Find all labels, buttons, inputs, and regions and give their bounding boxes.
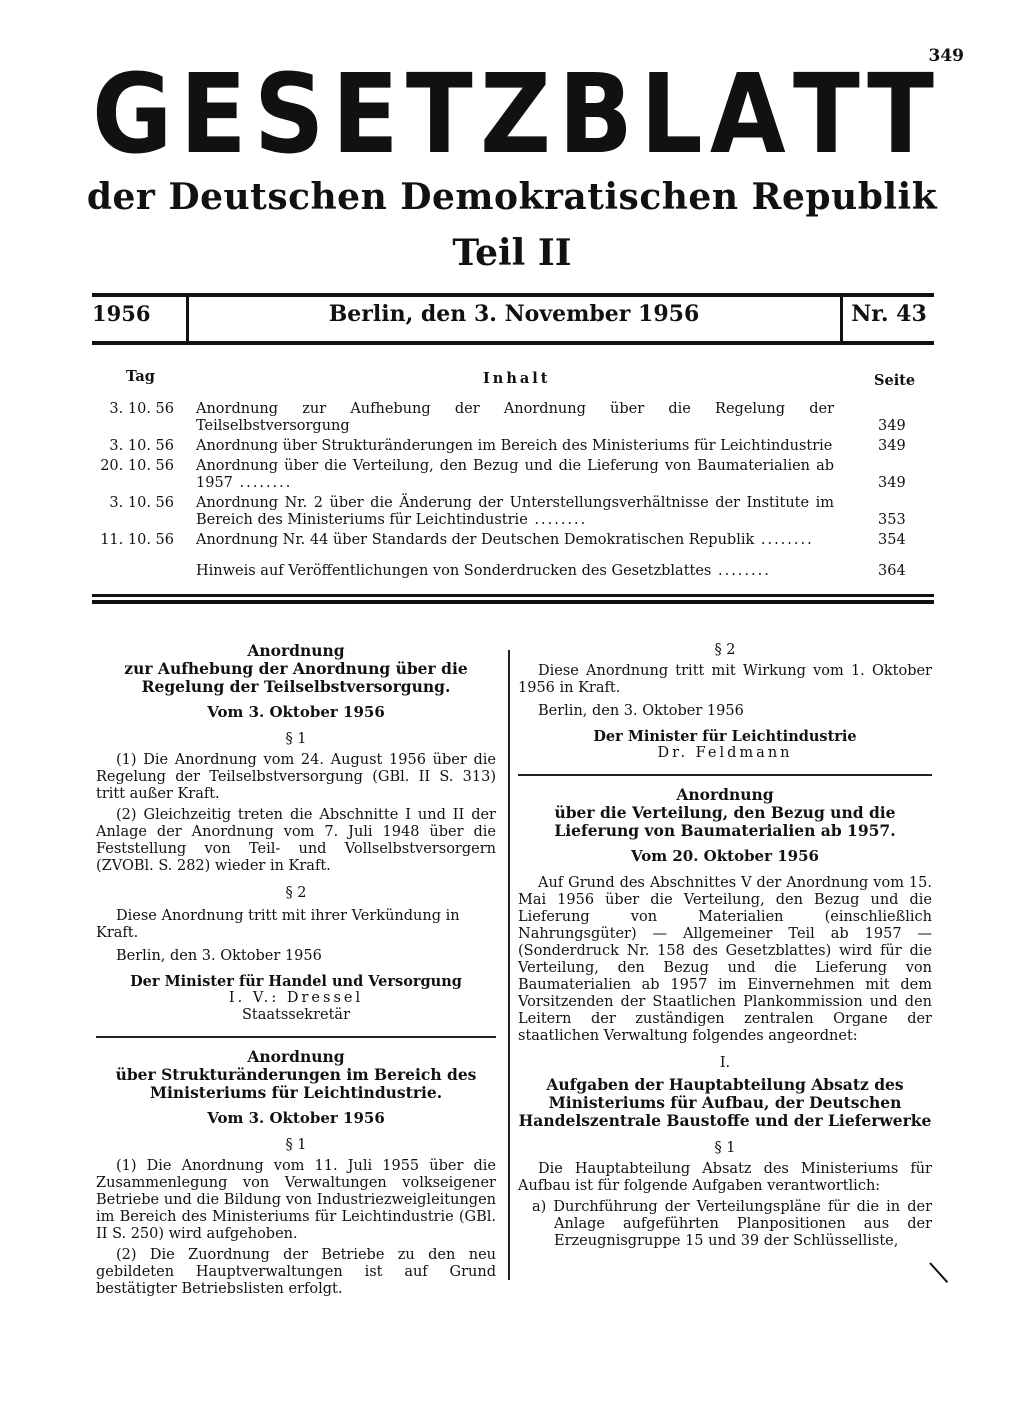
ordinance-2-subtitle: über Strukturänderungen im Bereich des Ministeriums für Leichtindustrie. — [115, 1065, 477, 1102]
scan-mark — [929, 1262, 948, 1283]
ordinance-2-paragraph-2: (2) Die Zuordnung der Betriebe zu den neu gebildeten Hauptverwaltungen ist auf Grund bestätigter Betriebslisten erfolgt. — [96, 1247, 496, 1297]
toc-row-day: 3. 10. 56 — [109, 438, 174, 454]
ordinance-1-section-2: § 2 — [285, 885, 307, 901]
ordinance-1-date: Vom 3. Oktober 1956 — [207, 703, 385, 721]
ordinance-3-date: Vom 20. Oktober 1956 — [631, 847, 819, 865]
toc-row — [96, 532, 926, 549]
issue-number: Nr. 43 — [851, 301, 927, 327]
ordinance-2-place-date: Berlin, den 3. Oktober 1956 — [538, 703, 744, 719]
masthead-letter: L — [640, 51, 703, 179]
toc-row-day: 3. 10. 56 — [109, 495, 174, 511]
masthead-letter: B — [558, 51, 633, 179]
issue-bar — [92, 293, 934, 345]
masthead-letter: A — [709, 51, 786, 179]
ordinance-2-section-2: § 2 — [714, 642, 736, 658]
masthead-subtitle: der Deutschen Demokratischen Republik — [86, 176, 938, 218]
ordinance-2-signatory-name: Dr. Feldmann — [657, 745, 793, 761]
right-column — [518, 642, 932, 1254]
ordinance-2-signatory-title: Der Minister für Leichtindustrie — [593, 728, 857, 745]
ordinance-3-section-1: § 1 — [714, 1140, 736, 1156]
ordinance-1-title: Anordnung — [247, 641, 345, 660]
table-of-contents — [96, 366, 926, 580]
masthead-letter: T — [867, 51, 934, 179]
ordinance-3-subtitle: über die Verteilung, den Bezug und die Lieferung von Baumaterialien ab 1957. — [554, 803, 896, 840]
column-divider — [508, 650, 510, 1280]
toc-row-day: 3. 10. 56 — [109, 401, 174, 417]
toc-note-text: Hinweis auf Veröffentlichungen von Sonderdrucken des Gesetzblattes ........ — [196, 563, 771, 579]
ordinance-2-section-1: § 1 — [285, 1137, 307, 1153]
toc-header-day: Tag — [126, 368, 155, 385]
ordinance-3-chapter-number: I. — [719, 1055, 731, 1071]
toc-dot-leader: ........ — [754, 532, 814, 548]
ordinance-1-paragraph-3: Diese Anordnung tritt mit ihrer Verkündung in Kraft. — [96, 908, 460, 941]
ordinance-2-title: Anordnung — [247, 1047, 345, 1066]
toc-row — [96, 401, 926, 435]
masthead-title — [92, 51, 934, 179]
toc-header-page: Seite — [874, 372, 916, 389]
masthead-letter: G — [92, 51, 173, 179]
ordinance-1-subtitle: zur Aufhebung der Anordnung über die Regelung der Teilselbstversorgung. — [124, 659, 468, 696]
masthead-letter: E — [331, 51, 399, 179]
ordinance-2-paragraph-3: Diese Anordnung tritt mit Wirkung vom 1. Oktober 1956 in Kraft. — [518, 663, 932, 696]
masthead-letter: T — [793, 51, 860, 179]
toc-dot-leader: ........ — [527, 512, 588, 528]
ordinance-2-date: Vom 3. Oktober 1956 — [207, 1109, 385, 1127]
page-number: 349 — [928, 46, 964, 66]
toc-row-title: Anordnung Nr. 44 über Standards der Deutschen Demokratischen Republik ........ — [196, 532, 814, 548]
ordinance-1-signatory-name: I. V.: Dressel — [228, 990, 364, 1006]
toc-row-day: 20. 10. 56 — [100, 458, 174, 474]
ordinance-1-section-1: § 1 — [285, 731, 307, 747]
masthead-letter: E — [179, 51, 247, 179]
masthead-letter: Z — [479, 51, 552, 179]
toc-note — [96, 563, 926, 580]
section-rule — [92, 594, 934, 604]
ordinance-3-paragraph-1: Die Hauptabteilung Absatz des Ministeriums für Aufbau ist für folgende Aufgaben verantwortlich: — [518, 1161, 932, 1194]
issue-year: 1956 — [92, 301, 151, 326]
toc-row — [96, 495, 926, 529]
toc-row-title: Anordnung über Strukturänderungen im Bereich des Ministeriums für Leichtindustrie — [196, 438, 833, 454]
ordinance-1-place-date: Berlin, den 3. Oktober 1956 — [116, 948, 322, 964]
ordinance-3-title: Anordnung — [676, 785, 774, 804]
masthead-part: Teil II — [452, 232, 572, 274]
toc-dot-leader: ........ — [711, 563, 771, 579]
ordinance-1-signatory-title: Der Minister für Handel und Versorgung — [130, 973, 462, 990]
ordinance-3-chapter-title: Aufgaben der Hauptabteilung Absatz des Ministeriums für Aufbau, der Deutschen Handelszentrale Baustoffe und der Lieferwerke — [518, 1075, 932, 1130]
ordinance-separator — [96, 1036, 496, 1038]
toc-row-title: Anordnung über die Verteilung, den Bezug und die Lieferung von Baumaterialien ab 1957 ........ — [196, 458, 834, 491]
masthead-letter: T — [405, 51, 473, 179]
toc-dot-leader: ........ — [232, 475, 293, 491]
ordinance-1-signatory-role: Staatssekretär — [241, 1007, 351, 1023]
toc-row-page: 349 — [878, 438, 906, 454]
toc-header — [96, 366, 926, 398]
toc-row-page: 354 — [878, 532, 906, 548]
ordinance-1-paragraph-1: (1) Die Anordnung vom 24. August 1956 über die Regelung der Teilselbstversorgung (GBl. II S. 313) tritt außer Kraft. — [96, 752, 496, 802]
ordinance-3-preamble: Auf Grund des Abschnittes V der Anordnung vom 15. Mai 1956 über die Verteilung, den Bezug und die Lieferung von Materialien (einschließlich Nahrungsgüter) — Allgemeiner Teil ab 1957 — (Sonderdruck Nr. 158 des Gesetzblattes) wird für die Verteilung, den Bezug und die Lieferung von Baumaterialien ab 1957 im Einvernehmen mit dem Vorsitzenden der Staatlichen Plankommission und den Leitern der zuständigen zentralen Organe der staatlichen Verwaltung folgendes angeordnet: — [518, 875, 932, 1044]
issue-divider — [840, 297, 843, 341]
toc-note-page: 364 — [878, 563, 906, 579]
toc-row — [96, 438, 926, 455]
toc-header-content: Inhalt — [483, 370, 551, 387]
toc-row-day: 11. 10. 56 — [100, 532, 174, 548]
ordinance-separator — [518, 774, 932, 776]
left-column — [96, 642, 496, 1302]
toc-row-page: 349 — [878, 418, 906, 434]
ordinance-1-paragraph-2: (2) Gleichzeitig treten die Abschnitte I und II der Anlage der Anordnung vom 7. Juli 1948 über die Feststellung von Teil- und Vollselbstversorgern (ZVOBl. S. 282) wieder in Kraft. — [96, 807, 496, 874]
toc-row — [96, 458, 926, 492]
toc-row-page: 353 — [878, 512, 906, 528]
toc-row-page: 349 — [878, 475, 906, 491]
issue-date: Berlin, den 3. November 1956 — [328, 301, 700, 327]
toc-row-title: Anordnung zur Aufhebung der Anordnung über die Regelung der Teilselbstversorgung — [196, 401, 834, 434]
toc-row-title: Anordnung Nr. 2 über die Änderung der Unterstellungsverhältnisse der Institute im Bereich des Ministeriums für Leichtindustrie ........ — [196, 495, 834, 528]
ordinance-3-list-item-a: a) Durchführung der Verteilungspläne für die in der Anlage aufgeführten Planpositionen aus der Erzeugnisgruppe 15 und 39 der Schlüsselliste, — [532, 1199, 932, 1249]
ordinance-2-paragraph-1: (1) Die Anordnung vom 11. Juli 1955 über die Zusammenlegung von Verwaltungen volkseigener Betriebe und die Bildung von Industriezweigleitungen im Bereich des Ministeriums für Leichtindustrie (GBl. II S. 250) wird aufgehoben. — [96, 1158, 496, 1242]
masthead-letter: S — [253, 51, 325, 179]
